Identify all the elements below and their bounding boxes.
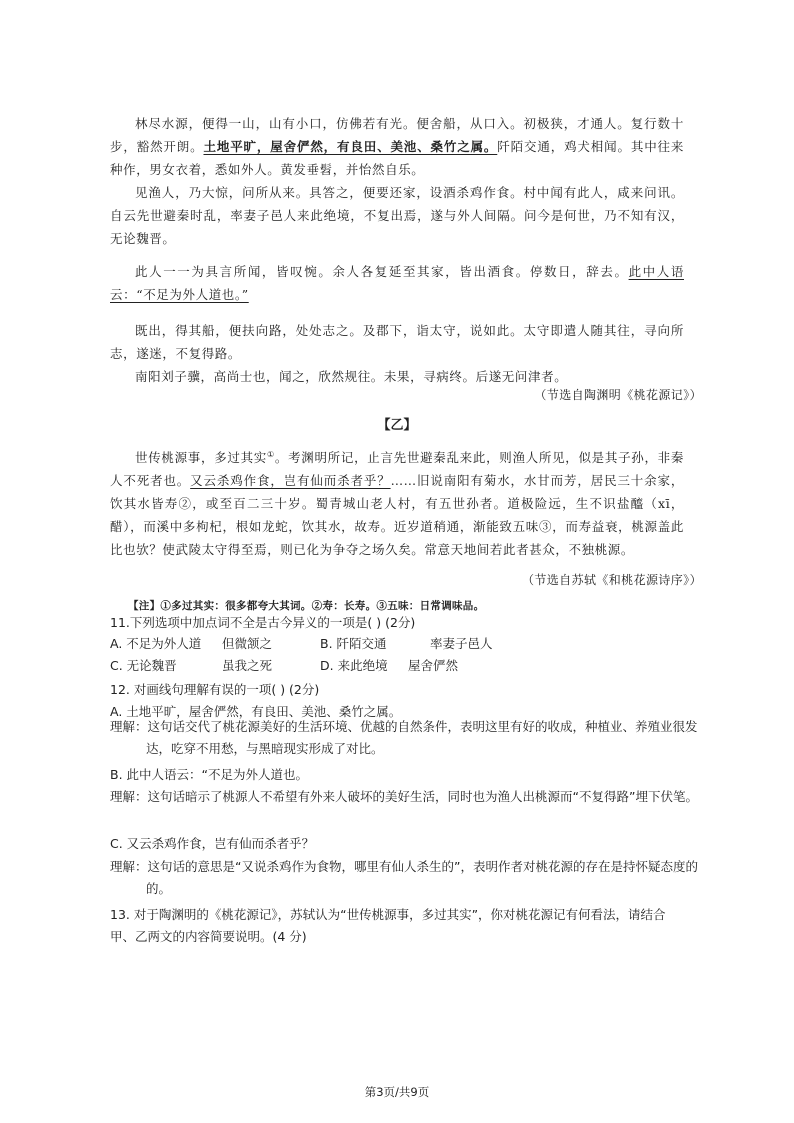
pb-text-c: ……旧说南阳有菊水，水甘而芳，居民三十余家，饮其水皆寿②，或至百二三十岁。蜀青城山老人村，有五世孙者。道极险远，生不识盐醯（xī，醋），而溪中多枸杞，根如龙蛇，饮其水，故寿。近岁道稍通，渐能致五味③，而寿益衰，桃源盖此比也欤？使武陵太守得至焉，则已化为争夺之场久矣。常意天地间若此者甚众，不独桃源。 bbox=[110, 473, 684, 558]
question-11: 11.下列选项中加点词不全是古今异义的一项是( ) (2分) bbox=[110, 615, 416, 630]
source-a: （节选自陶渊明《桃花源记》） bbox=[534, 388, 702, 402]
q11-option-d-word1: D. 来此绝境 bbox=[320, 658, 388, 673]
footnotes: 【注】①多过其实：很多都夸大其词。②寿：长寿。③五味：日常调味品。 bbox=[128, 600, 485, 612]
pb-text-a: 世传桃源事，多过其实 bbox=[135, 450, 267, 466]
q12-option-b: B. 此中人语云：“不足为外人道也。 bbox=[110, 767, 308, 782]
q11-option-c-word2: 虽我之死 bbox=[222, 658, 273, 673]
question-13-line-1: 13. 对于陶渊明的《桃花源记》，苏轼认为“世传桃源事，多过其实”，你对桃花源记有何看法，请结合 bbox=[110, 907, 666, 922]
underlined-sentence-a: 土地平旷，屋舍俨然，有良田、美池、桑竹之属。 bbox=[203, 139, 498, 154]
question-13-line-2: 甲、乙两文的内容简要说明。(4 分) bbox=[110, 929, 307, 944]
passage-a-paragraph-5: 南阳刘子骥，高尚士也，闻之，欣然规往。未果，寻病终。后遂无问津者。 bbox=[135, 369, 568, 384]
q11-option-b-word1: B. 阡陌交通 bbox=[320, 636, 387, 651]
p1-text: 林尽水源，便得一山，山有小口，仿佛若有光。便舍船，从口入。初极狭，才通人。复行数十步，豁然开朗。 bbox=[110, 116, 684, 154]
page-footer: 第3页/共9页 bbox=[364, 1085, 430, 1099]
section-heading-b: 【乙】 bbox=[377, 418, 417, 433]
passage-b-paragraph bbox=[110, 443, 684, 561]
q11-option-c-word1: C. 无论魏晋 bbox=[110, 658, 177, 673]
q12-option-c-explanation: 理解：这句话的意思是“又说杀鸡作为食物，哪里有仙人杀生的”，表明作者对桃花源的存在是持怀疑态度的的。 bbox=[110, 859, 698, 896]
source-b: （节选自苏轼《和桃花源诗序》） bbox=[521, 573, 702, 587]
q11-option-a-word2: 但微颔之 bbox=[222, 636, 273, 651]
question-12: 12. 对画线句理解有误的一项( ) (2分) bbox=[110, 682, 320, 697]
p3-text: 此人一一为具言所闻，皆叹惋。余人各复延至其家，皆出酒食。停数日，辞去。 bbox=[135, 264, 629, 279]
passage-a-paragraph-4: 既出，得其船，便扶向路，处处志之。及郡下，诣太守，说如此。太守即遣人随其往，寻向所志，遂迷，不复得路。 bbox=[110, 323, 684, 361]
underlined-sentence-b: 此中人语云：“不足为外人道也。” bbox=[110, 264, 684, 302]
passage-a-paragraph-2: 见渔人，乃大惊，问所从来。具答之，便要还家，设酒杀鸡作食。村中闻有此人，咸来问讯。自云先世避秦时乱，率妻子邑人来此绝境，不复出焉，遂与外人间隔。问今是何世，乃不知有汉，无论魏晋。 bbox=[110, 185, 684, 246]
pb-text-b: 。考渊明所记，止言先世避秦乱来此，则渔人所见，似是其子孙，非秦人不死者也。 bbox=[110, 450, 684, 489]
underlined-sentence-c: 又云杀鸡作食，岂有仙而杀者乎？ bbox=[190, 473, 391, 489]
q11-option-a-word1: A. 不足为外人道 bbox=[110, 636, 202, 651]
p1-text-post: 阡陌交通，鸡犬相闻。其中往来种作，男女衣着，悉如外人。黄发垂髫，并怡然自乐。 bbox=[110, 139, 685, 177]
passage-a-paragraph-3 bbox=[110, 260, 684, 306]
q11-option-b-word2: 率妻子邑人 bbox=[430, 636, 493, 651]
q12-option-b-explanation: 理解：这句话暗示了桃源人不希望有外来人破坏的美好生活，同时也为渔人出桃源而“不复得路”埋下伏笔。 bbox=[110, 789, 698, 804]
q12-option-c: C. 又云杀鸡作食，岂有仙而杀者乎？ bbox=[110, 836, 315, 851]
q12-option-a-explanation: 理解：这句话交代了桃花源美好的生活环境、优越的自然条件，表明这里有好的收成，种植业、养殖业很发达，吃穿不用愁，与黑暗现实形成了对比。 bbox=[110, 719, 698, 756]
q11-option-d-word2: 屋舍俨然 bbox=[408, 658, 459, 673]
q12-option-a: A. 土地平旷，屋舍俨然，有良田、美池、桑竹之属。 bbox=[110, 704, 402, 719]
passage-a-paragraph-1 bbox=[110, 112, 684, 181]
footnote-marker: ① bbox=[267, 450, 275, 459]
